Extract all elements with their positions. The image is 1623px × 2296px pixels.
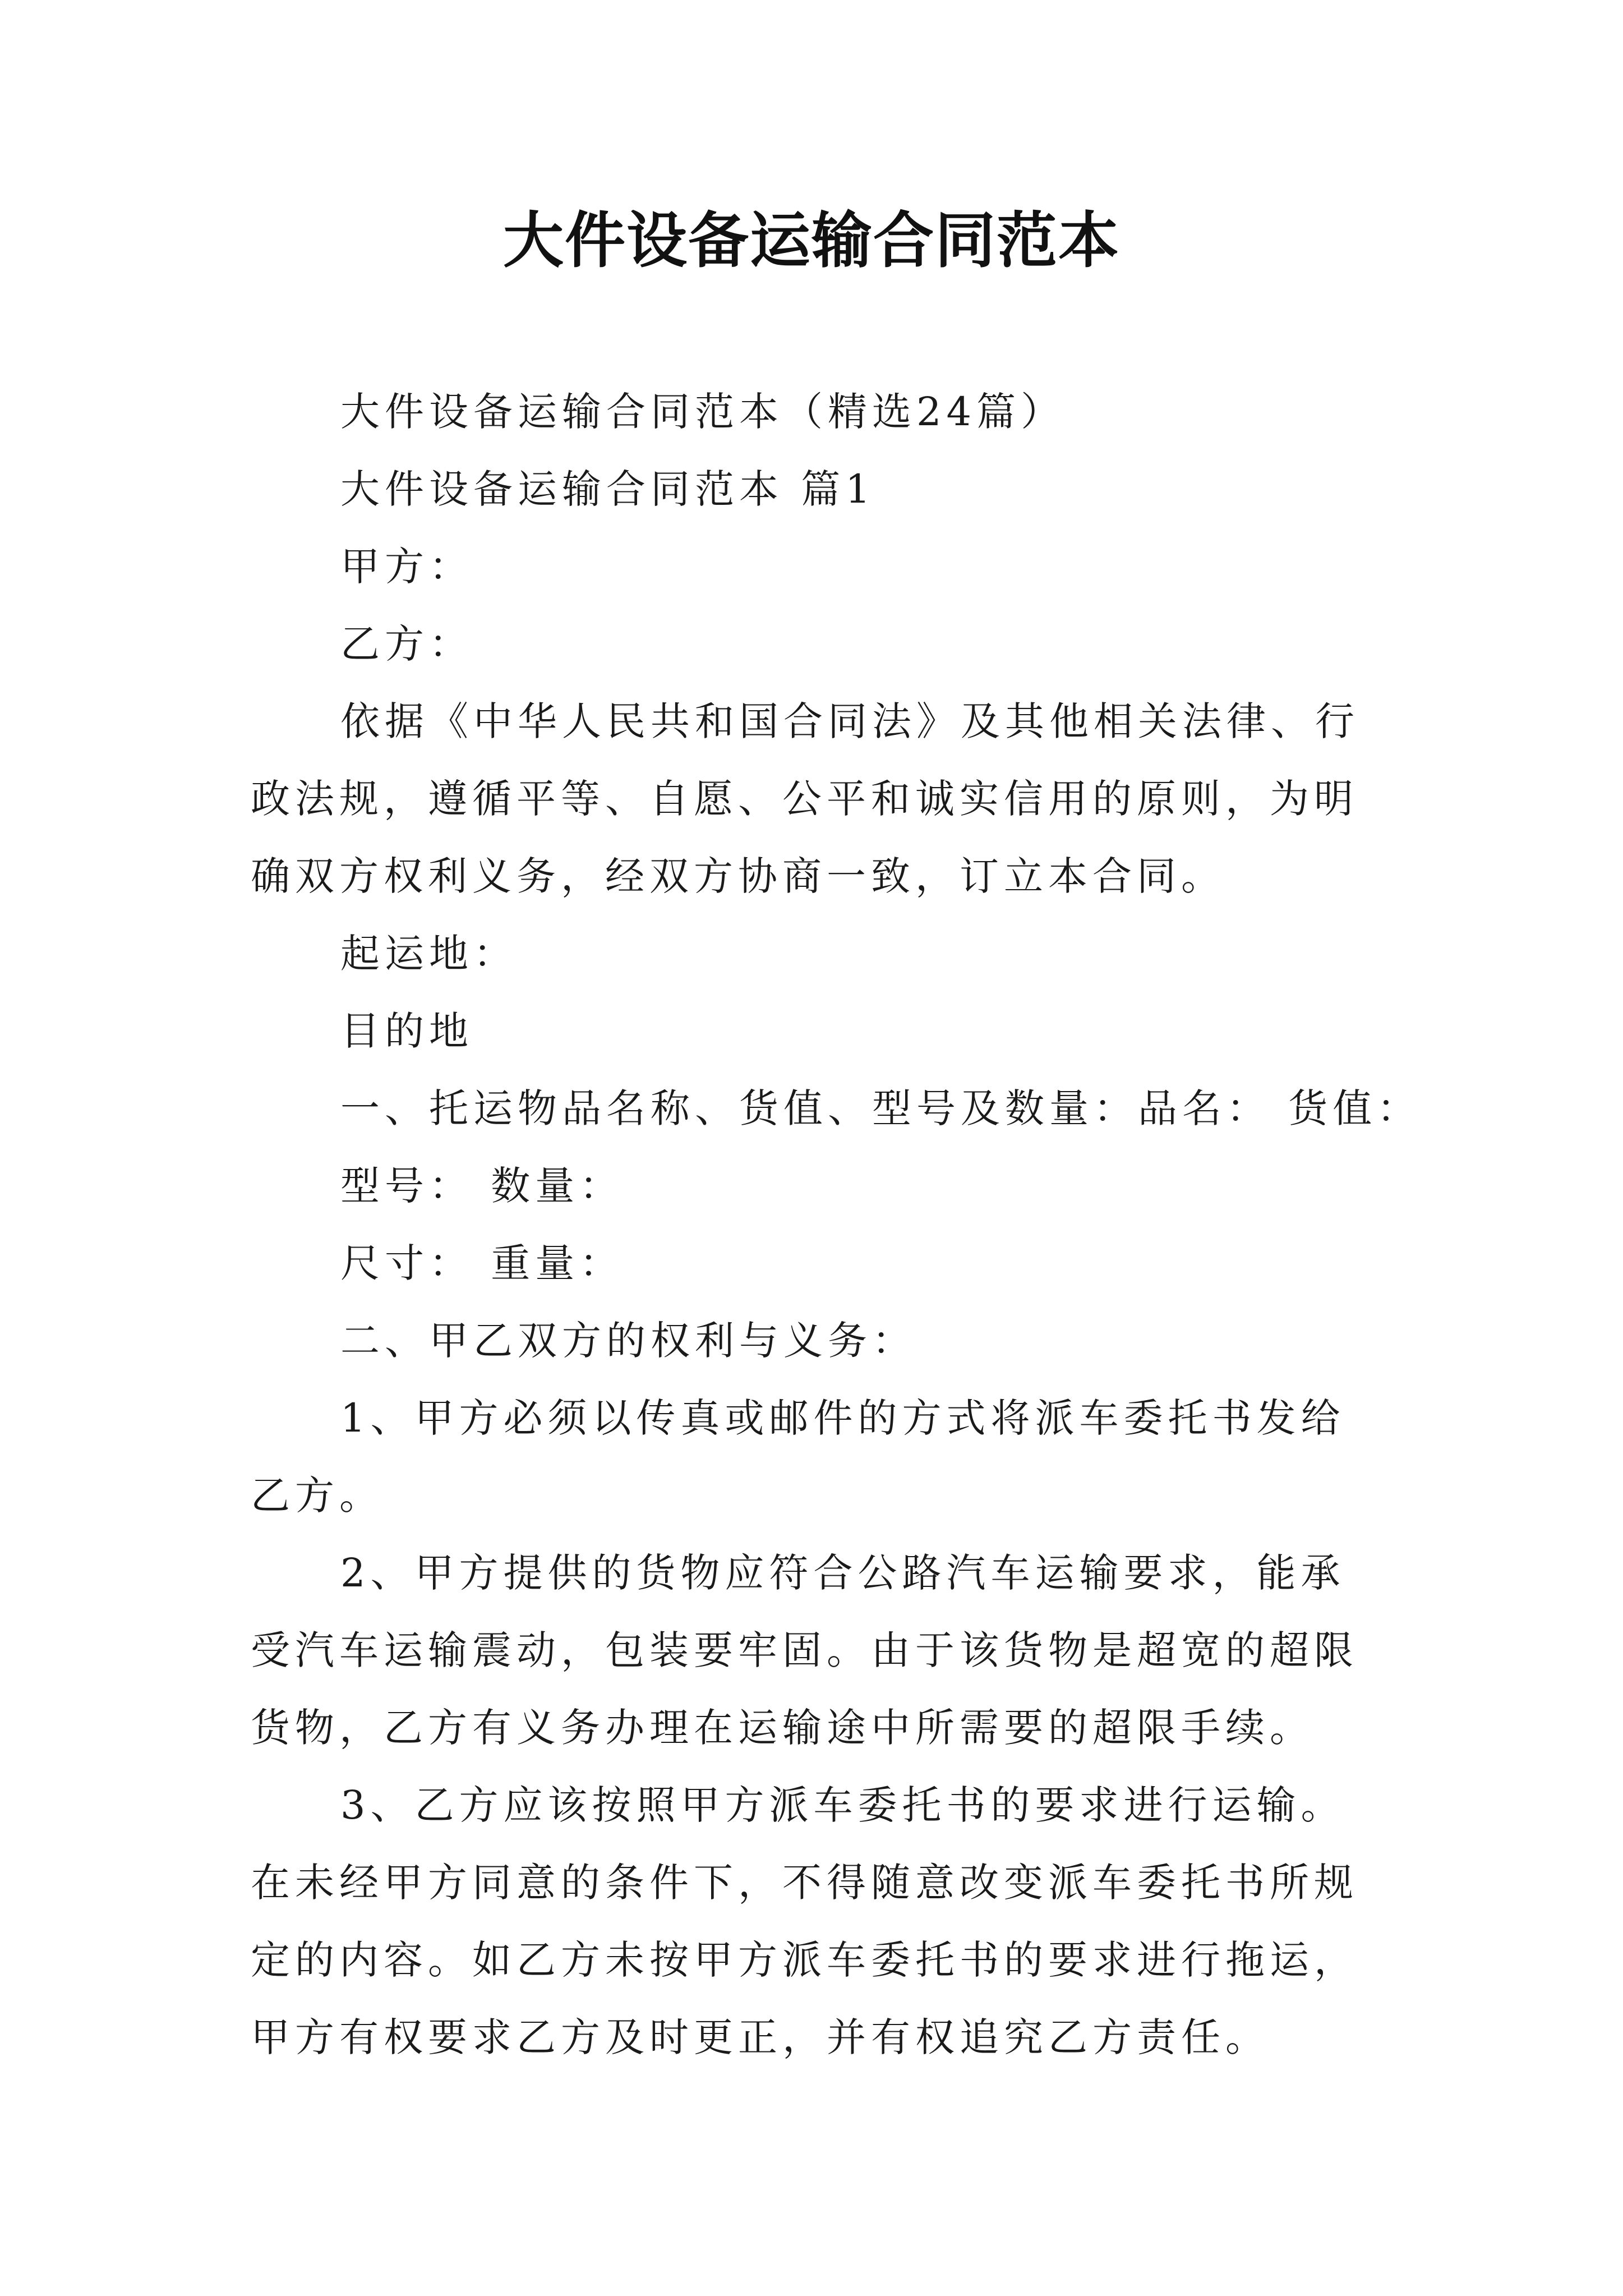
paragraph-party-b: 乙方： <box>340 621 473 667</box>
paragraph-section-heading: 大件设备运输合同范本 篇1 <box>340 466 875 512</box>
paragraph-item-1: 1、甲方必须以传真或邮件的方式将派车委托书发给乙方。 <box>251 1395 1345 1519</box>
paragraph-party-a: 甲方： <box>340 544 473 590</box>
paragraph-clause-1: 一、托运物品名称、货值、型号及数量：品名： 货值： <box>340 1085 1422 1131</box>
paragraph-preamble: 依据《中华人民共和国合同法》及其他相关法律、行政法规，遵循平等、自愿、公平和诚实信用的原则，为明确双方权利义务，经双方协商一致，订立本合同。 <box>251 698 1359 899</box>
paragraph-model-quantity: 型号： 数量： <box>340 1163 624 1209</box>
document-title: 大件设备运输合同范本 <box>502 206 1120 276</box>
paragraph-origin: 起运地： <box>340 931 518 977</box>
paragraph-size-weight: 尺寸： 重量： <box>340 1240 624 1286</box>
paragraph-item-2: 2、甲方提供的货物应符合公路汽车运输要求，能承受汽车运输震动，包装要牢固。由于该货物是超宽的超限货物，乙方有义务办理在运输途中所需要的超限手续。 <box>251 1550 1358 1751</box>
document-body <box>251 373 1422 2076</box>
paragraph-subtitle: 大件设备运输合同范本（精选24篇） <box>340 389 1066 435</box>
paragraph-item-3: 3、乙方应该按照甲方派车委托书的要求进行运输。在未经甲方同意的条件下，不得随意改变派车委托书所规定的内容。如乙方未按甲方派车委托书的要求进行拖运，甲方有权要求乙方及时更正，并有权追究乙方责任。 <box>251 1782 1358 2060</box>
paragraph-clause-2: 二、甲乙双方的权利与义务： <box>340 1318 916 1364</box>
paragraph-destination: 目的地 <box>340 1008 473 1054</box>
